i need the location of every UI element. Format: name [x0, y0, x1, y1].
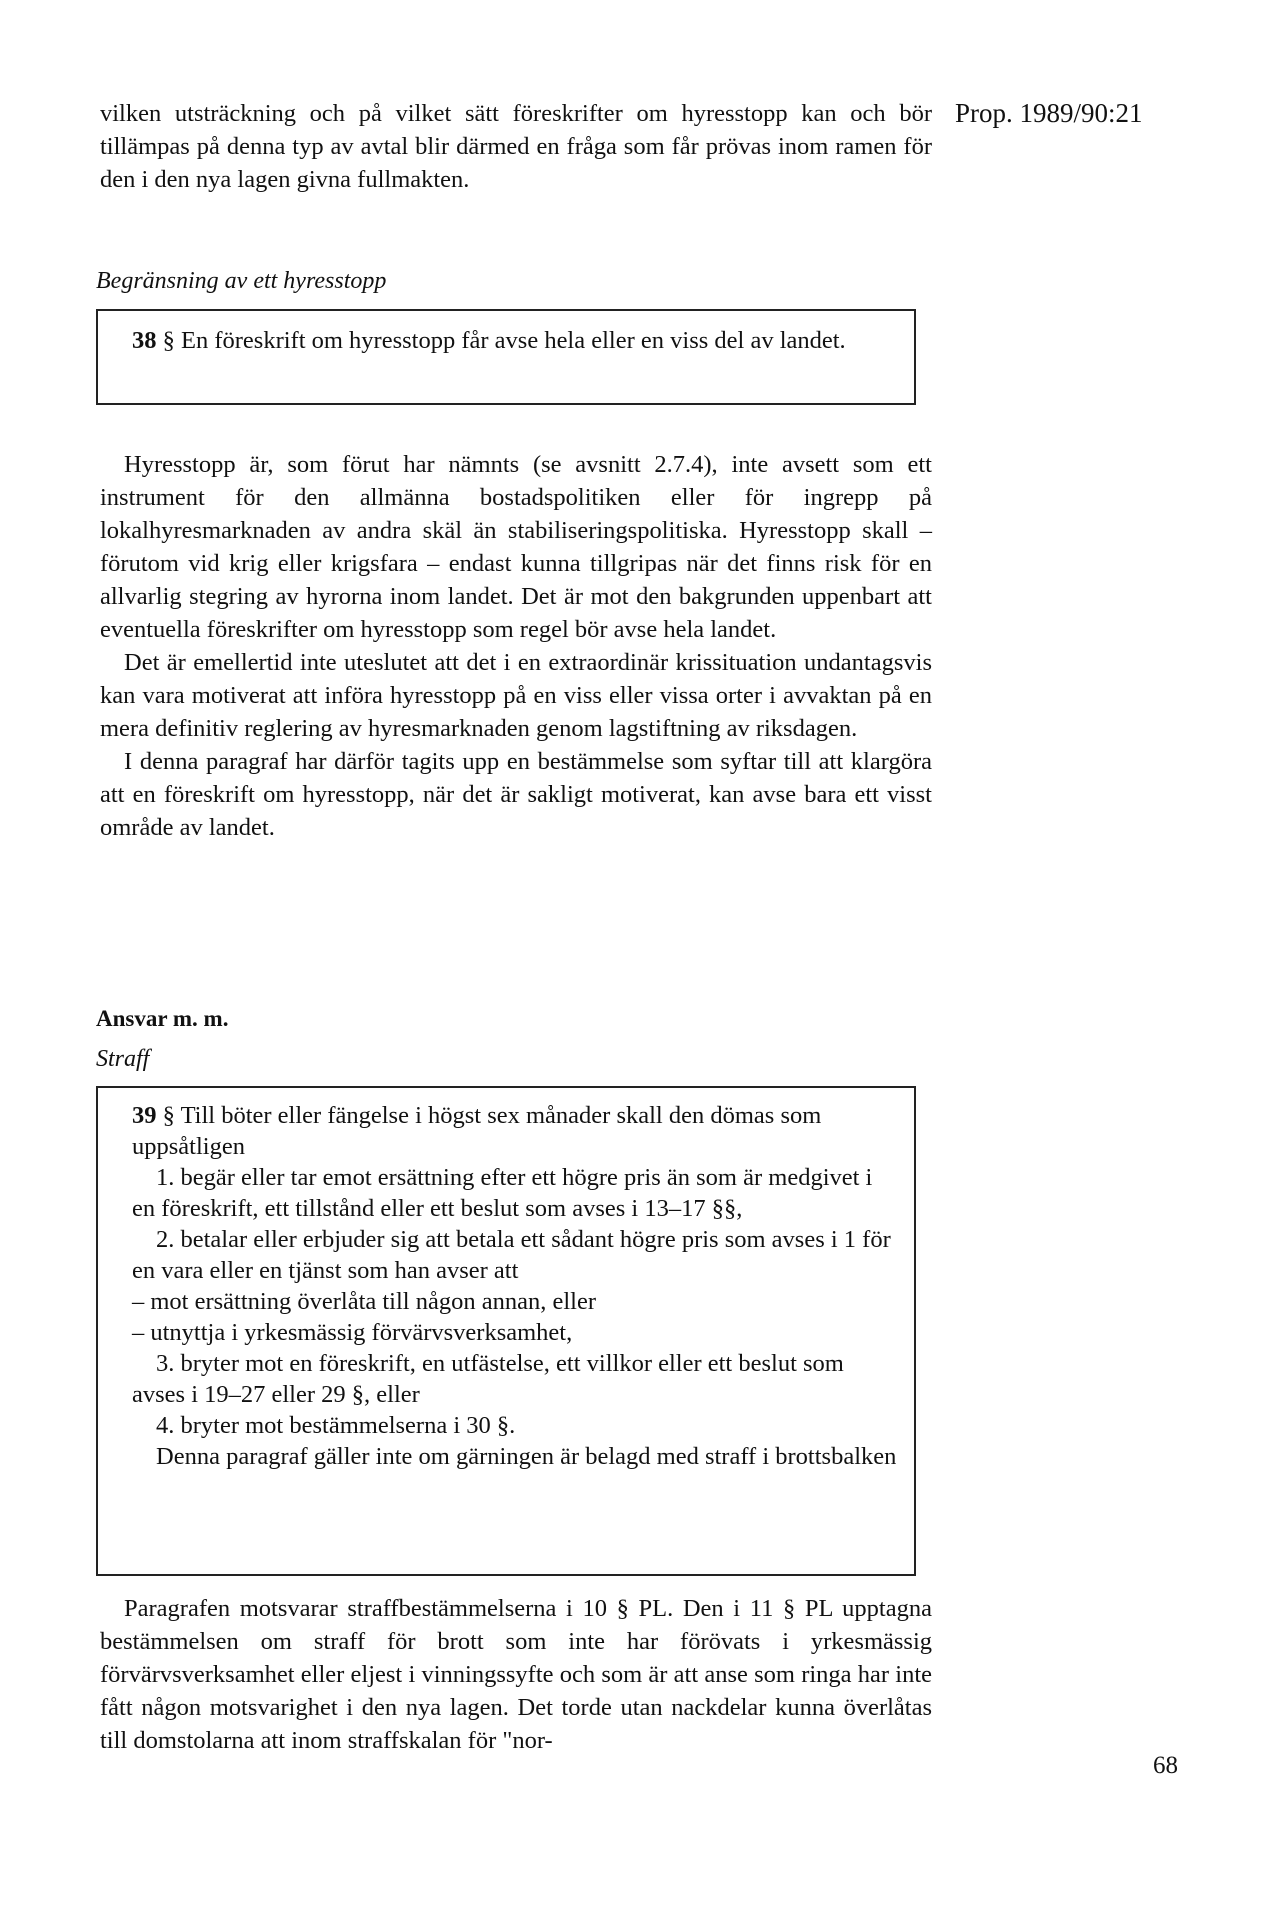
- intro-paragraph: [100, 97, 932, 196]
- list-item: 1. begär eller tar emot ersättning efter ett högre pris än som är medgivet i en föreskrift, ett tillstånd eller ett beslut som avses i 13–17 §§,: [132, 1164, 873, 1222]
- section-number: 39: [132, 1102, 157, 1129]
- section-38-text: En föreskrift om hyresstopp får avse hela eller en viss del av landet.: [181, 327, 846, 354]
- section-38-heading: Begränsning av ett hyresstopp: [96, 268, 387, 294]
- commentary-paragraph: Det är emellertid inte uteslutet att det i en extraordinär krissituation undantagsvis kan vara motiverat att införa hyresstopp på en viss eller vissa orter i avvaktan på en mera definitiv reglering av hyresmarknaden genom lagstiftning av riksdagen.: [100, 649, 932, 742]
- commentary-paragraph: I denna paragraf har därför tagits upp en bestämmelse som syftar till att klargöra att en föreskrift om hyresstopp, när det är sakligt motiverat, kan avse bara ett visst område av landet.: [100, 748, 932, 841]
- section-39-lead: Till böter eller fängelse i högst sex månader skall den dömas som uppsåtligen: [132, 1102, 822, 1160]
- list-item: – mot ersättning överlåta till någon annan, eller: [132, 1288, 596, 1315]
- section-number: 38: [132, 327, 157, 354]
- list-item: 3. bryter mot en föreskrift, en utfästelse, ett villkor eller ett beslut som avses i 19–27 eller 29 §, eller: [132, 1350, 844, 1408]
- proposition-reference: Prop. 1989/90:21: [955, 98, 1143, 128]
- section-39-heading: Straff: [96, 1046, 150, 1072]
- commentary-paragraph: Hyresstopp är, som förut har nämnts (se avsnitt 2.7.4), inte avsett som ett instrument för den allmänna bostadspolitiken eller för ingrepp på lokalhyresmarknaden av andra skäl än stabiliseringspolitiska. Hyresstopp skall – förutom vid krig eller krigsfara – endast kunna tillgripas när det finns risk för en allvarlig stegring av hyrorna inom landet. Det är mot den bakgrunden uppenbart att eventuella föreskrifter om hyresstopp som regel bör avse hela landet.: [100, 451, 932, 643]
- list-item: – utnyttja i yrkesmässig förvärvsverksamhet,: [132, 1319, 573, 1346]
- page-number: 68: [1153, 1752, 1178, 1779]
- section-symbol: §: [162, 327, 175, 354]
- intro-text: vilken utsträckning och på vilket sätt föreskrifter om hyresstopp kan och bör tillämpas på denna typ av avtal blir därmed en fråga som får prövas inom ramen för den i den nya lagen givna fullmakten.: [100, 100, 932, 193]
- list-item: 4. bryter mot bestämmelserna i 30 §.: [156, 1412, 516, 1439]
- section-39-box: [96, 1086, 916, 1576]
- commentary-paragraph: Paragrafen motsvarar straffbestämmelserna i 10 § PL. Den i 11 § PL upptagna bestämmelsen om straff för brott som inte har förövats i yrkesmässig förvärvsverksamhet eller eljest i vinningssyfte och som är att anse som ringa har inte fått någon motsvarighet i den nya lagen. Det torde utan nackdelar kunna överlåtas till domstolarna att inom straffskalan för "nor-: [100, 1595, 932, 1754]
- list-item: 2. betalar eller erbjuder sig att betala ett sådant högre pris som avses i 1 för en vara eller en tjänst som han avser att: [132, 1226, 891, 1284]
- list-item: Denna paragraf gäller inte om gärningen är belagd med straff i brottsbalken: [156, 1443, 897, 1470]
- section-symbol: §: [162, 1102, 175, 1129]
- chapter-heading: Ansvar m. m.: [96, 1006, 229, 1031]
- commentary-38: [100, 448, 932, 844]
- commentary-39: [100, 1592, 932, 1757]
- section-38-box: [96, 309, 916, 405]
